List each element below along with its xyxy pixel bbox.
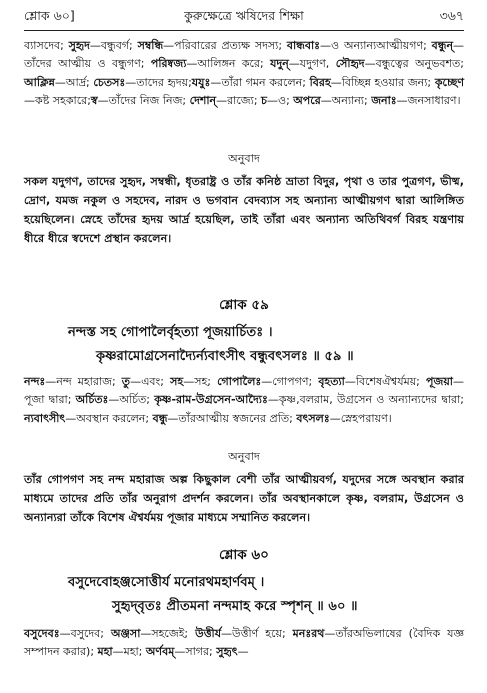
meaning-text: —নন্দ মহারাজ; [45, 375, 122, 388]
meaning-text: —কষ্ট সহকারে; [24, 93, 91, 107]
meaning-text: —উত্তীর্ণ হয়ে; [221, 627, 293, 640]
chapter-title: কুরুক্ষেত্রে ঋষিদের শিক্ষা [184, 8, 304, 23]
meaning-text: —তাঁদের আত্মীয় ও বন্ধুগণ; [24, 39, 465, 71]
sanskrit-term: সুহৃৎ [216, 645, 238, 659]
sanskrit-term: বৃহত্যা [318, 375, 345, 388]
header-divider [24, 30, 464, 31]
word-meanings-text [24, 625, 464, 662]
meaning-text: —আর্দ্র; [54, 75, 94, 89]
meaning-text: বলরাম, উগ্রসেন ও অন্যান্যদের দ্বারা; [299, 393, 464, 407]
meaning-text: —পরিবারের প্রত্যক্ষ সদস্য; [163, 39, 287, 52]
sanskrit-term: সম্বন্ধি [137, 39, 164, 52]
meaning-text: আত্মীয় স্বজনের প্রতি; [195, 411, 297, 425]
word-meanings-60 [24, 625, 464, 662]
meaning-text: —তাদের হৃদয়; [125, 75, 192, 89]
sanskrit-term: বন্ধু [152, 411, 168, 425]
translation-58 [24, 150, 464, 248]
sanskrit-term: কৃচ্ছেণ [434, 75, 465, 89]
sanskrit-term: অপরে [293, 93, 321, 107]
meaning-text: —তাঁর [324, 627, 353, 640]
verse-line-2: সুহৃদ্‌বৃতঃ প্রীতমনা নন্দমাহ করে স্পৃশন্ ॥ ৬০ ॥ [112, 599, 358, 614]
translation-text: সকল যদুগণ, তাদের সুহৃদ, সম্বন্ধী, ধৃতরাষ্ট্র ও তাঁর কনিষ্ঠ ভ্রাতা বিদুর, পৃথা ও তার পুত্রগণ, ভীষ্ম, দ্রোণ, যমজ নকুল ও সহদেব, নারদ ও ভগবান বেদব্যাস সহ অন্যান্য আত্মীয়গণ দ্বারা আলিঙ্গিত হয়েছিলেন। স্নেহে তাঁদের হৃদয় আর্দ্র হয়েছিল, তাই তাঁরা এবং অন্যান্য অতিথিবর্গ বিরহ যন্ত্রণায় ধীরে ধীরে স্বদেশে প্রস্থান করলেন। [24, 175, 464, 245]
sanskrit-term: বিরহ [309, 75, 331, 89]
sanskrit-term: অঞ্জসা [111, 627, 141, 640]
sanskrit-term: গোপালৈঃ [217, 375, 262, 388]
meaning-text: —অন্যান্য; [320, 93, 372, 107]
meaning-text: —সহ; [183, 375, 218, 388]
word-meanings-59 [24, 373, 464, 428]
meaning-text: জনসাধারণ। [407, 93, 461, 107]
verse-title: শ্লোক ৫৯ [219, 297, 269, 313]
meaning-text: —বন্ধুত্বের অনুভবশত; [364, 57, 464, 71]
sanskrit-term: বন্ধুন্ [431, 39, 454, 52]
sanskrit-term: তু [121, 375, 131, 388]
sanskrit-term: উত্তীর্য [195, 627, 222, 640]
verse-title: শ্লোক ৬০ [219, 547, 269, 563]
meaning-text: —বন্ধুবর্গ; [89, 39, 138, 52]
meaning-text: —স্নেহপরায়ণ। [329, 411, 392, 425]
sanskrit-term: সৌহৃদ [335, 57, 365, 71]
verse-line-1: নন্দস্ত সহ গোপালৈর্বৃহত্যা পূজয়ার্চিতঃ । [68, 325, 273, 340]
sanskrit-term: বৎসলঃ [296, 411, 330, 425]
translation-label: অনুবাদ [228, 450, 260, 463]
translation-text: তাঁর গোপগণ সহ নন্দ মহারাজ অল্প কিছুকাল বেশী তাঁর আত্মীয়বর্গ, যদুদের সঙ্গে অবস্থান করার মাধ্যমে তাদের প্রতি তাঁর অনুরাগ প্রদর্শন করলেন। তাঁর অবস্থানকালে কৃষ্ণ, বলরাম, উগ্রসেন ও অন্যান্যরা তাঁকে বিশেষ ঐশ্বর্যময় পূজার মাধ্যমে সম্মানিত করলেন। [24, 473, 464, 524]
meaning-text: —সহজেই; [140, 627, 196, 640]
meaning-text: —মহা; [112, 645, 146, 659]
sanskrit-term: অর্চিতঃ [75, 393, 109, 407]
page-header [24, 8, 464, 28]
sanskrit-term: মনঃরথ [292, 627, 325, 640]
meaning-text: —তাঁর [167, 411, 196, 425]
page-number: ৩৬৭ [439, 8, 464, 23]
meaning-text: আত্মীয়গণ; [376, 39, 432, 52]
sanskrit-term: পূজয়া [426, 375, 453, 388]
verse-reference: শ্লোক ৬০] [24, 8, 75, 23]
sanskrit-term: নন্দঃ [24, 375, 46, 388]
meaning-text: —এবং; [130, 375, 171, 388]
verse-line-2: কৃষ্ণরামোগ্রসেনাদ্যৈর্ন্যবাৎসীৎ বন্ধুবৎসলঃ ॥ ৫৯ ॥ [96, 349, 354, 364]
sanskrit-term: স্ব [90, 93, 98, 107]
meaning-text: —পূজা দ্বারা; [24, 375, 464, 407]
meaning-text: — [288, 57, 300, 71]
translation-label: অনুবাদ [228, 152, 260, 165]
sanskrit-term: পরিষ্বজ্য [150, 57, 187, 71]
meaning-text: ব্যাসদেব; [24, 39, 69, 52]
meaning-text: —ও; [266, 93, 294, 107]
sanskrit-term: সহ [170, 375, 184, 388]
meaning-text: —তাঁদের নিজ নিজ; [97, 93, 190, 107]
sanskrit-term: ন্যবাৎসীৎ [24, 411, 66, 425]
sanskrit-term: চেতসঃ [93, 75, 126, 89]
word-meanings-text [24, 37, 464, 110]
meaning-text: —বসুদেব; [59, 627, 111, 640]
sanskrit-term: বসুদেবঃ [24, 627, 60, 640]
sanskrit-term: কৃষ্ণ-রাম-উগ্রসেন-আদ্যৈঃ [154, 393, 268, 407]
meaning-text: — [396, 93, 408, 107]
translation-59 [24, 448, 464, 527]
sanskrit-term: চ [261, 93, 267, 107]
sanskrit-term: যযুঃ [191, 75, 211, 89]
meaning-text: —রাজ্যে; [216, 93, 262, 107]
sanskrit-term: অর্ণবম্ [145, 645, 175, 659]
meaning-text: —বিশেষ [344, 375, 383, 388]
meaning-text: —ও অন্যান্য [320, 39, 377, 52]
meaning-text: —কৃষ্ণ, [267, 393, 300, 407]
word-meanings-58 [24, 37, 464, 110]
meaning-text: —আলিঙ্গন করে; [186, 57, 271, 71]
verse-60 [24, 544, 464, 617]
word-meanings-text [24, 373, 464, 428]
meaning-text: —গোপগণ; [261, 375, 319, 388]
sanskrit-term: জনাঃ [371, 93, 397, 107]
sanskrit-term: দেশান্ [189, 93, 217, 107]
meaning-text: —বিচ্ছিন্ন হওয়ার জন্য; [330, 75, 435, 89]
verse-59 [24, 294, 464, 367]
sanskrit-term: সুহৃদ [68, 39, 90, 52]
meaning-text: —তাঁরা গমন করলেন; [210, 75, 310, 89]
meaning-text: — [237, 645, 249, 659]
meaning-text: অভিলাষের (বৈদিক যজ্ঞ সম্পাদন করার); [24, 627, 464, 659]
sanskrit-term: যদুন্ [270, 57, 289, 71]
meaning-text: যদুগণ, [299, 57, 336, 71]
sanskrit-term: মহা [97, 645, 113, 659]
sanskrit-term: বান্ধবাঃ [286, 39, 321, 52]
meaning-text: —সাগর; [174, 645, 217, 659]
meaning-text: —অবস্থান করলেন; [65, 411, 153, 425]
sanskrit-term: আক্লিন্ন [24, 75, 55, 89]
meaning-text: ঐশ্বর্যময়; [382, 375, 427, 388]
meaning-text: —অর্চিত; [108, 393, 155, 407]
verse-line-1: বসুদেবোহঞ্জসোত্তীর্য মনোরথমহার্ণবম্ । [68, 575, 265, 590]
